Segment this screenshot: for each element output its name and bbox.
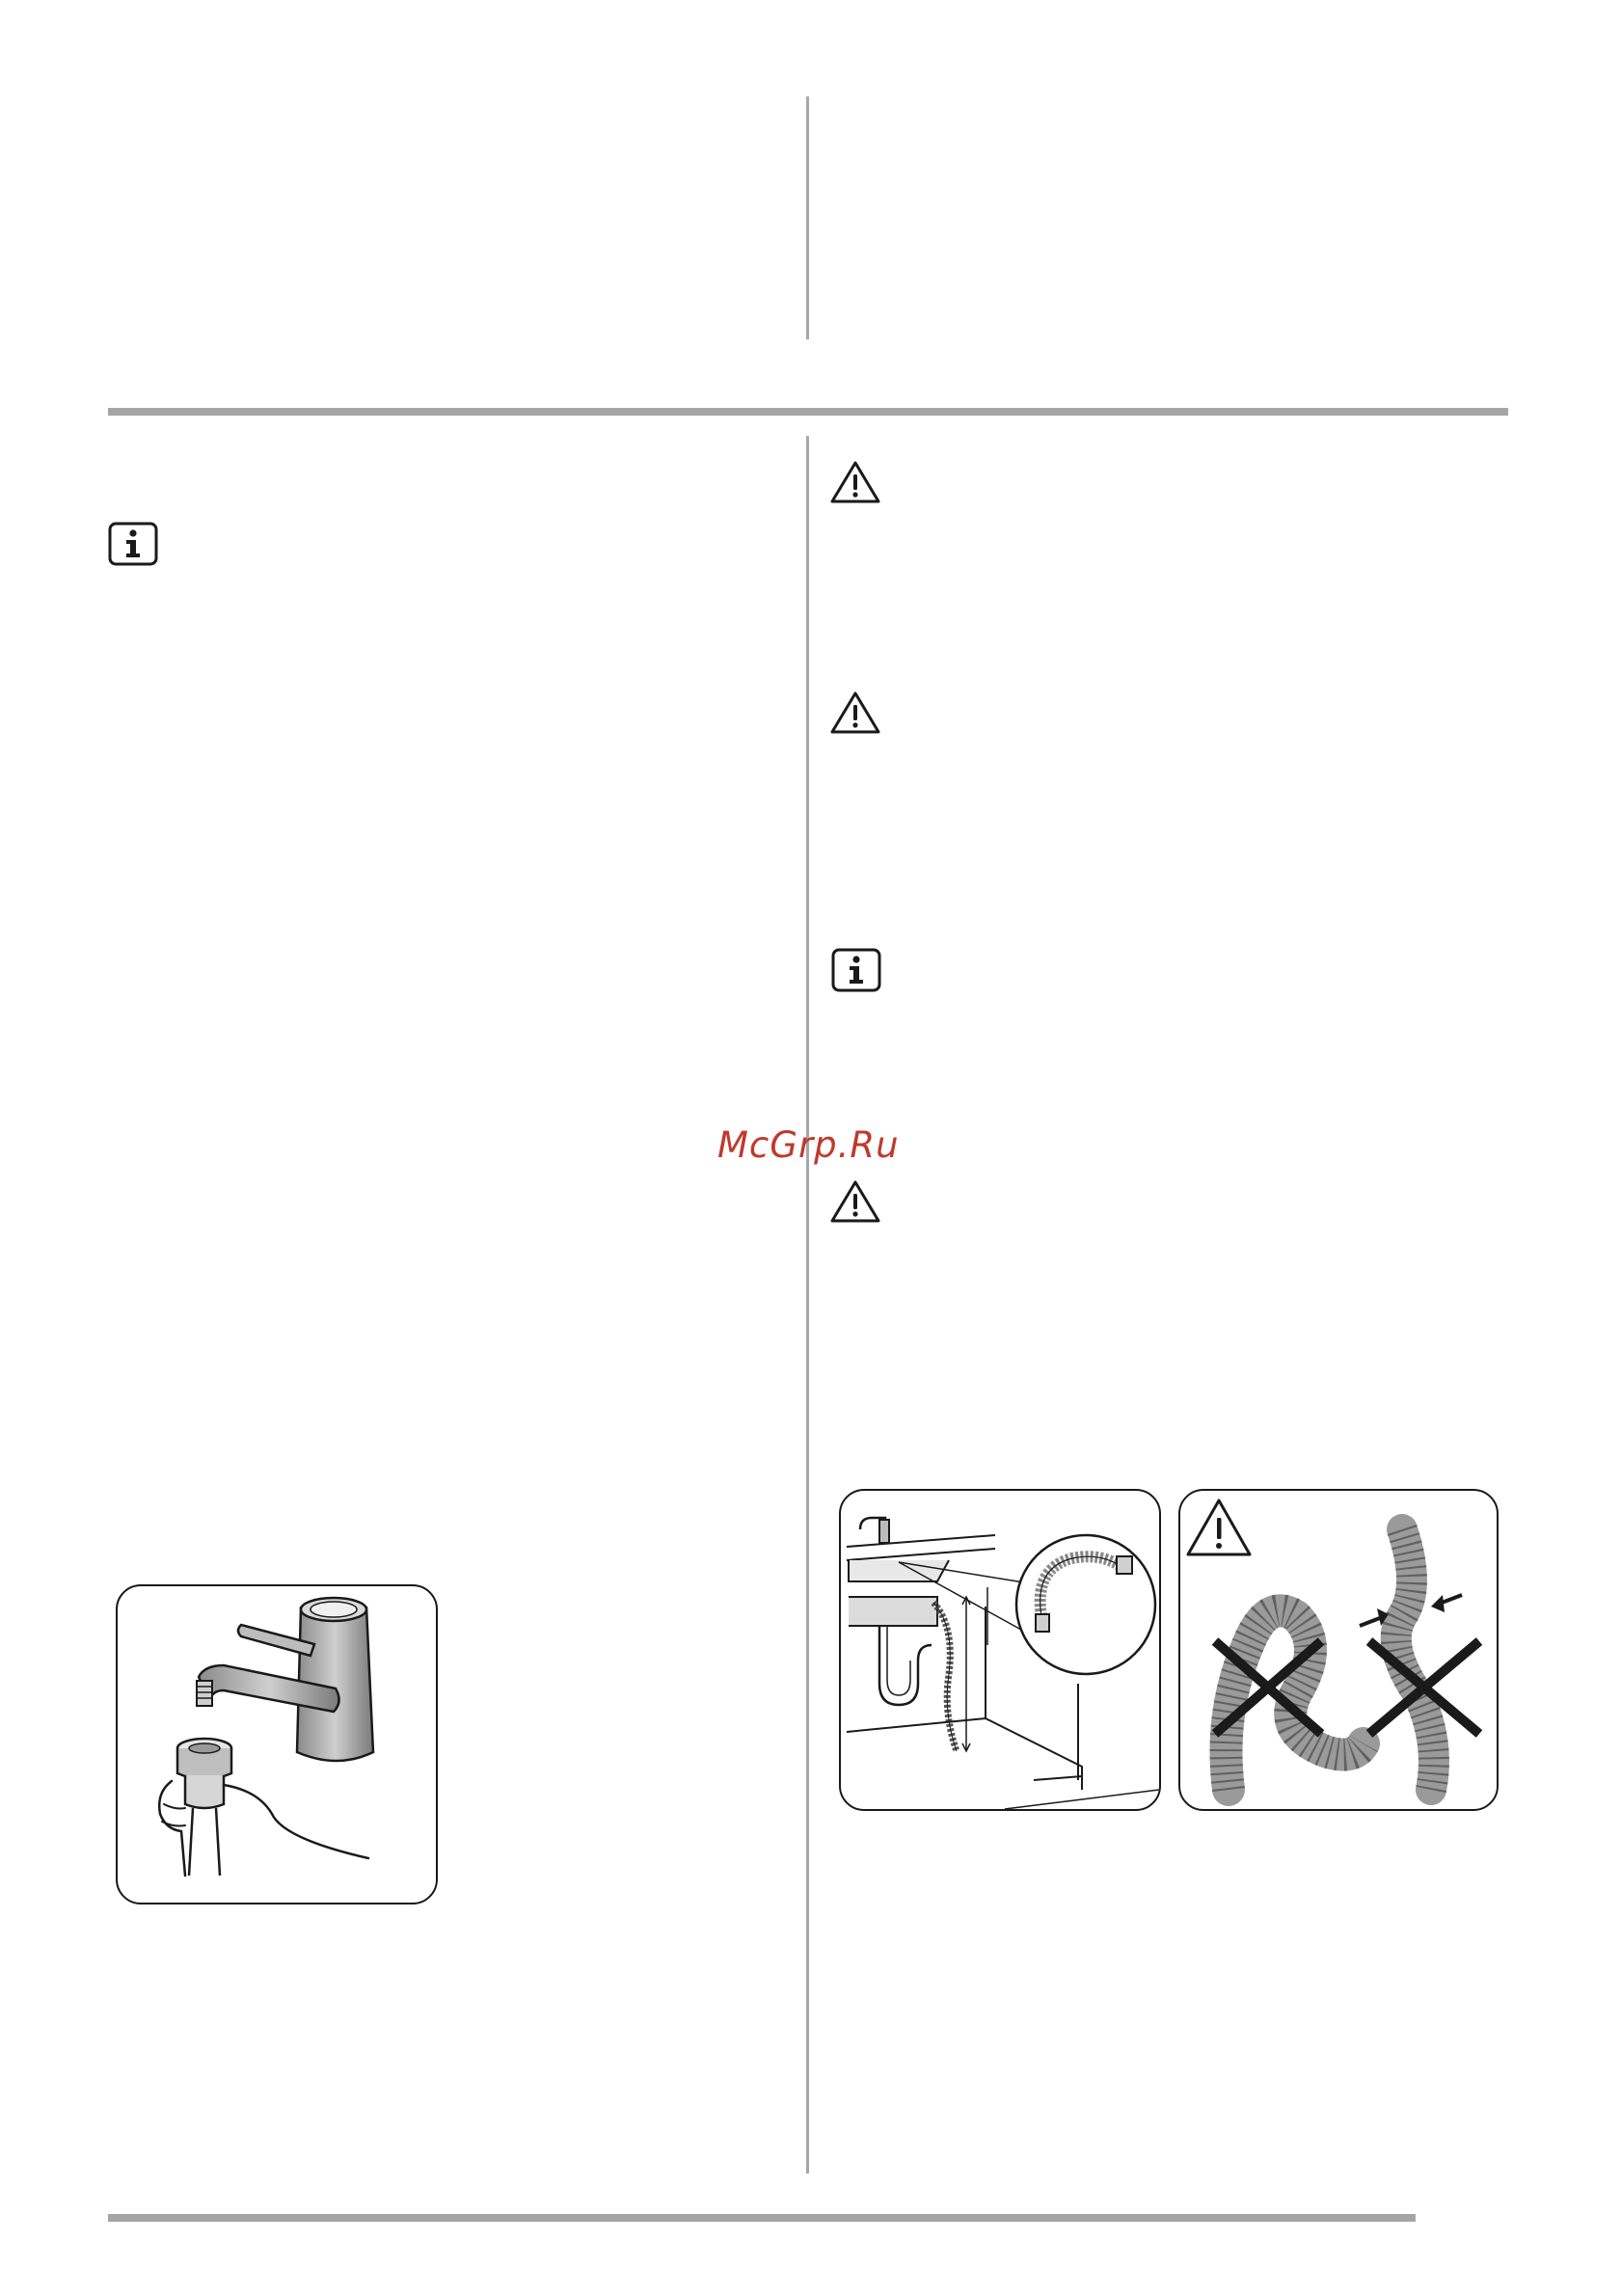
tap-illustration	[118, 1586, 436, 1903]
hose-kink-warning-figure	[1178, 1489, 1499, 1811]
info-icon	[831, 948, 881, 992]
column-divider-top	[806, 96, 809, 339]
section-rule-top	[108, 408, 1508, 416]
warning-icon	[829, 1178, 881, 1225]
section-rule-bottom	[108, 2214, 1416, 2222]
drain-hose-illustration	[841, 1491, 1159, 1809]
warning-icon	[829, 459, 881, 505]
watermark-text: McGrp.Ru	[717, 1124, 900, 1166]
drain-hose-sink-figure	[839, 1489, 1161, 1811]
tap-hose-connection-figure	[116, 1584, 438, 1904]
info-icon	[108, 522, 158, 566]
warning-icon	[829, 689, 881, 736]
hose-kink-illustration	[1180, 1491, 1497, 1809]
column-divider-main	[806, 436, 809, 2174]
